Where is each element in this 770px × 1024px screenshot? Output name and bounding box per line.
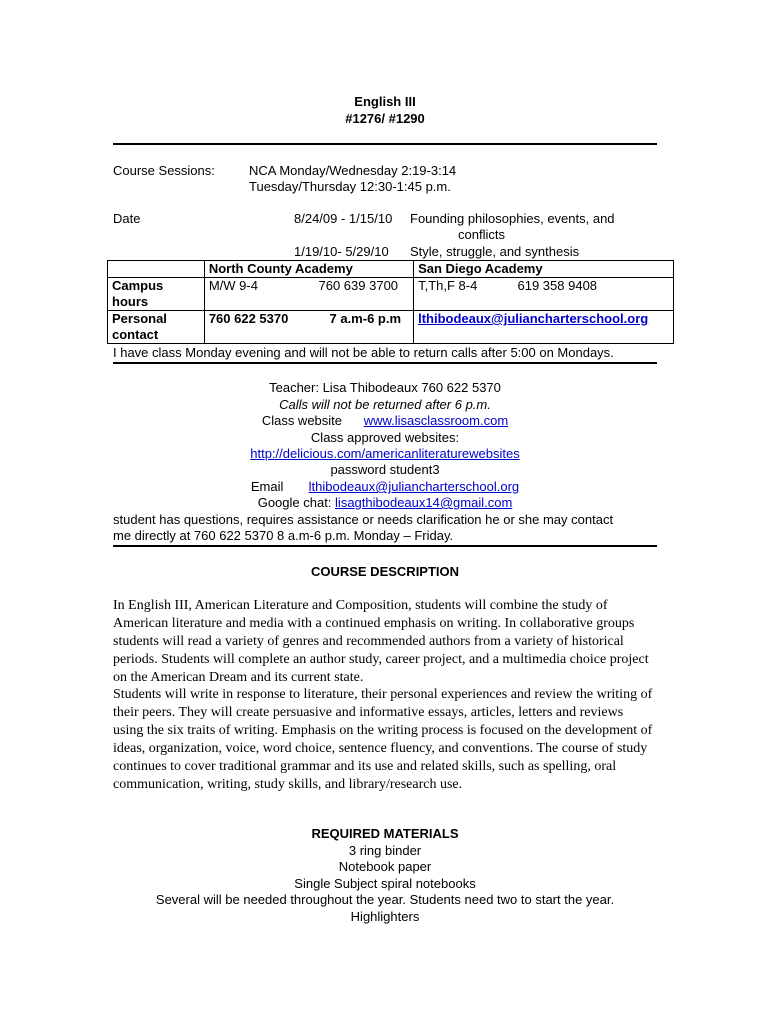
personal-email-link[interactable]: lthibodeaux@juliancharterschool.org	[418, 311, 649, 326]
class-website-link[interactable]: www.lisasclassroom.com	[363, 413, 509, 428]
email-line	[0, 479, 770, 495]
google-chat-line	[0, 495, 770, 511]
course-description-heading: COURSE DESCRIPTION	[310, 564, 460, 579]
course-description-para-2: Students will write in response to literature, their personal experiences and review the writing of their peers. They will create persuasive and informative essays, articles, letters and reviews using the six traits of writing. Emphasis on the writing process is focused on the development of ideas, organization, voice, word choice, sentence fluency, and conventions. The course of study continues to cover traditional grammar and its use and related skills, such as spelling, oral communication, writing, study skills, and library/research use.	[113, 687, 653, 792]
calls-note: Calls will not be returned after 6 p.m.	[279, 397, 491, 412]
personal-phone-cell	[204, 311, 413, 344]
contact-table	[107, 260, 674, 344]
header-divider	[113, 143, 657, 145]
nca-header: North County Academy	[204, 261, 413, 278]
campus-hours-row	[108, 278, 674, 311]
contact-label: contact	[112, 327, 159, 342]
campus-label: Campus	[112, 278, 164, 293]
approved-websites-label: Class approved websites:	[310, 430, 460, 445]
monday-note: I have class Monday evening and will not be able to return calls after 5:00 on Mondays.	[113, 345, 614, 360]
material-item: Several will be needed throughout the year. Students need two to start the year.	[155, 892, 615, 907]
course-numbers: #1276/ #1290	[345, 111, 425, 126]
sessions-line-2: Tuesday/Thursday 12:30-1:45 p.m.	[249, 179, 451, 194]
teacher-line: Teacher: Lisa Thibodeaux 760 622 5370	[269, 380, 501, 395]
google-chat-link[interactable]: lisagthibodeaux14@gmail.com	[335, 495, 513, 510]
campus-hours-label	[108, 278, 205, 311]
personal-contact-label	[108, 311, 205, 344]
approved-websites-line	[0, 446, 770, 462]
questions-line-2: me directly at 760 622 5370 8 a.m-6 p.m. Monday – Friday.	[113, 528, 454, 543]
sda-hours: T,Th,F 8-4	[418, 278, 478, 293]
material-item: 3 ring binder	[348, 843, 422, 858]
password-line: password student3	[330, 462, 440, 477]
personal-phone: 760 622 5370	[208, 311, 289, 326]
class-website-line	[0, 413, 770, 429]
table-corner-cell	[108, 261, 205, 278]
date-label: Date	[113, 211, 141, 226]
nca-phone: 760 639 3700	[318, 278, 399, 293]
personal-email-cell	[414, 311, 674, 344]
course-description-para-1: In English III, American Literature and Composition, students will combine the study of American literature and media with a continued emphasis on writing. In collaborative groups students will read a variety of genres and recommended authors from a variety of historical periods. Students will complete an author study, career project, and a multimedia choice project on the American Dream and its current state.	[113, 598, 649, 685]
topic-2: Style, struggle, and synthesis	[410, 244, 580, 259]
google-chat-label: Google chat:	[257, 495, 332, 510]
topic-1: Founding philosophies, events, and	[410, 211, 615, 226]
personal-contact-row	[108, 311, 674, 344]
email-link[interactable]: lthibodeaux@juliancharterschool.org	[308, 479, 520, 494]
email-label: Email	[250, 479, 284, 494]
sessions-label: Course Sessions:	[113, 163, 215, 178]
table-header-row	[108, 261, 674, 278]
questions-line-1: student has questions, requires assistance or needs clarification he or she may contact	[113, 512, 614, 527]
teacher-divider	[113, 545, 657, 547]
nca-hours: M/W 9-4	[208, 278, 258, 293]
approved-websites-link[interactable]: http://delicious.com/americanliteraturewebsites	[250, 446, 520, 461]
sda-header: San Diego Academy	[414, 261, 674, 278]
hours-label: hours	[112, 294, 149, 309]
sda-phone: 619 358 9408	[517, 278, 598, 293]
date-range-2: 1/19/10- 5/29/10	[294, 244, 389, 259]
document-title: English III	[354, 94, 416, 109]
material-item: Notebook paper	[338, 859, 432, 874]
topic-1-cont: conflicts	[458, 227, 505, 242]
sessions-line-1: NCA Monday/Wednesday 2:19-3:14	[249, 163, 457, 178]
sda-hours-cell	[414, 278, 674, 311]
material-item: Single Subject spiral notebooks	[294, 876, 476, 891]
personal-label: Personal	[112, 311, 167, 326]
date-range-1: 8/24/09 - 1/15/10	[294, 211, 393, 226]
personal-hours: 7 a.m-6 p.m	[329, 311, 402, 326]
required-materials-heading: REQUIRED MATERIALS	[311, 826, 459, 841]
class-website-label: Class website	[261, 413, 343, 428]
material-item: Highlighters	[350, 909, 420, 924]
nca-hours-cell	[204, 278, 413, 311]
contact-divider	[113, 362, 657, 364]
